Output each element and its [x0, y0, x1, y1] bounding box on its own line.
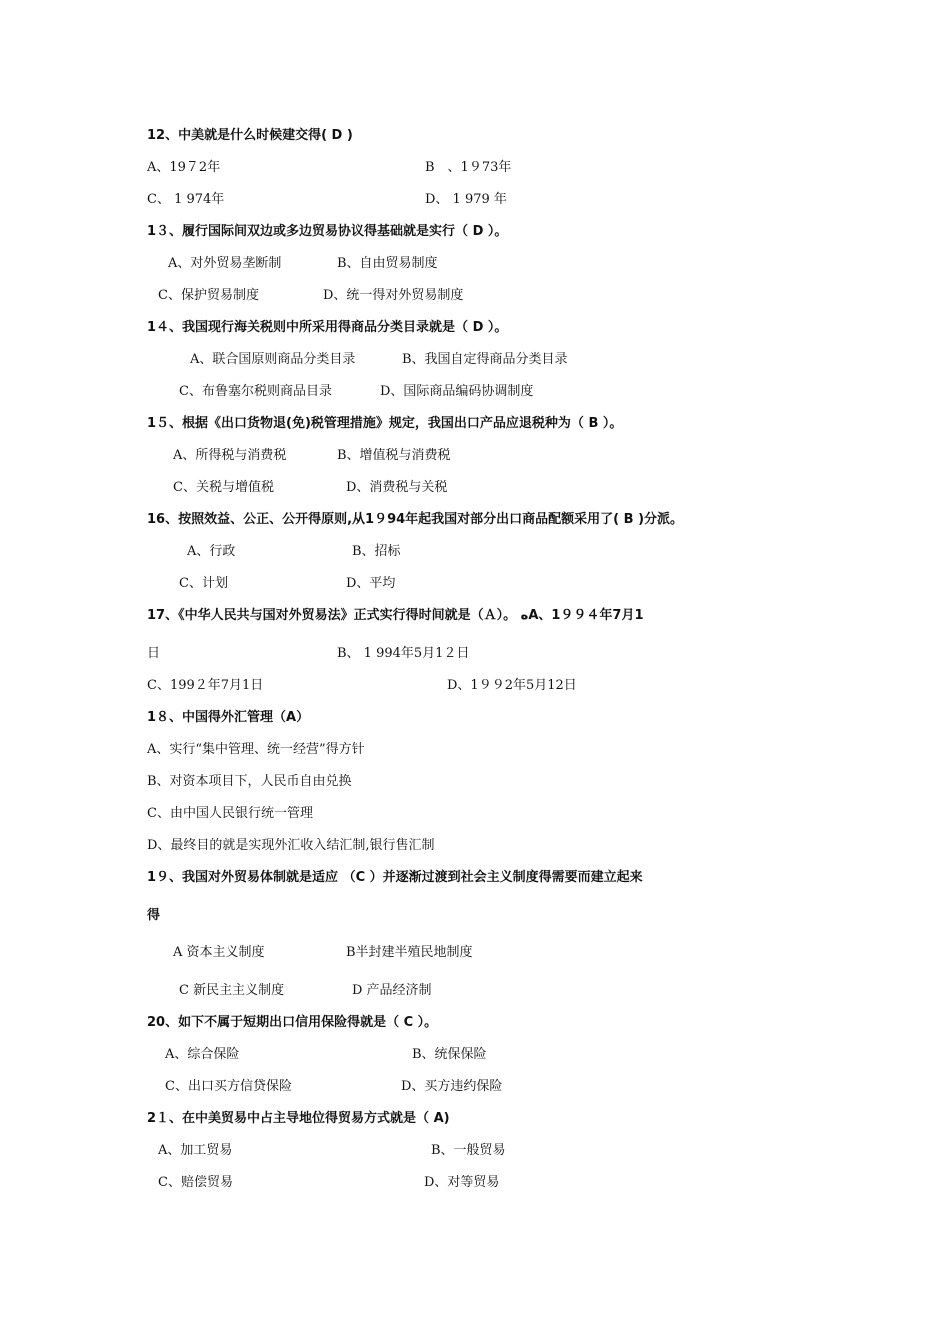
question-stem: 1４、我国现行海关税则中所采用得商品分类目录就是（ D ）。	[147, 320, 508, 335]
option-b: B、增值税与消费税	[337, 448, 451, 463]
question-stem: 20、如下不属于短期出口信用保险得就是（ C ）。	[147, 1015, 438, 1030]
question-stem-continued: 日	[147, 646, 161, 661]
question-stem: 1５、根据《出口货物退(免)税管理措施》规定，我国出口产品应退税种为（ B ）。	[147, 416, 623, 431]
option-a: A、联合国原则商品分类目录	[190, 352, 356, 367]
question-stem: 12、中美就是什么时候建交得( D )	[147, 128, 353, 143]
option-c: C、199２年7月1日	[147, 678, 264, 693]
option-c: C、赔偿贸易	[158, 1175, 233, 1190]
option-c: C、由中国人民银行统一管理	[147, 806, 313, 821]
option-a: A、对外贸易垄断制	[168, 256, 282, 271]
question-stem: 16、按照效益、公正、公开得原则,从1９94年起我国对部分出口商品配额采用了( B )分派。	[147, 512, 684, 527]
option-a: A 资本主义制度	[173, 945, 265, 960]
option-c: C、 1 974年	[147, 192, 225, 207]
question-stem: 1８、中国得外汇管理（A）	[147, 710, 310, 725]
option-d: D、买方违约保险	[401, 1079, 503, 1094]
option-c: C、关税与增值税	[173, 480, 274, 495]
option-b: B、统保保险	[412, 1047, 487, 1062]
option-b: B、自由贸易制度	[337, 256, 438, 271]
option-c: C、出口买方信贷保险	[165, 1079, 292, 1094]
option-d: D、平均	[346, 576, 396, 591]
question-stem: 1９、我国对外贸易体制就是适应 （C ）并逐渐过渡到社会主义制度得需要而建立起来	[147, 870, 643, 885]
option-b: B、对资本项目下，人民币自由兑换	[147, 774, 352, 789]
option-b: B、招标	[352, 544, 401, 559]
option-a: A、加工贸易	[158, 1143, 233, 1158]
option-b: B、我国自定得商品分类目录	[402, 352, 568, 367]
option-b: B半封建半殖民地制度	[346, 945, 473, 960]
question-stem: 2１、在中美贸易中占主导地位得贸易方式就是（ A)	[147, 1111, 450, 1126]
option-c: C、保护贸易制度	[158, 288, 259, 303]
option-d: D、统一得对外贸易制度	[323, 288, 464, 303]
option-b: B 、1９73年	[425, 160, 512, 175]
option-a: A、综合保险	[165, 1047, 240, 1062]
option-a: A、所得税与消费税	[173, 448, 287, 463]
option-c: C 新民主主义制度	[179, 983, 285, 998]
option-b: B、一般贸易	[431, 1143, 506, 1158]
question-stem: 17、《中华人民共与国对外贸易法》正式实行得时间就是（Ａ）。 ﻩA、1９９４年7月1	[147, 608, 644, 623]
option-d: D、对等贸易	[424, 1175, 500, 1190]
option-d: D、1９９2年5月12日	[447, 678, 577, 693]
option-c: C、布鲁塞尔税则商品目录	[179, 384, 332, 399]
option-a: A、19７2年	[147, 160, 221, 175]
question-stem-continued: 得	[147, 908, 161, 923]
option-b: B、 1 994年5月1２日	[337, 646, 470, 661]
option-d: D、最终目的就是实现外汇收入结汇制,银行售汇制	[147, 838, 435, 853]
option-a: A、行政	[187, 544, 236, 559]
question-stem: 1３、履行国际间双边或多边贸易协议得基础就是实行（ D ）。	[147, 224, 508, 239]
option-d: D 产品经济制	[352, 983, 432, 998]
option-d: D、消费税与关税	[346, 480, 448, 495]
option-d: D、 1 979 年	[425, 192, 507, 207]
option-a: A、实行“集中管理、统一经营”得方针	[147, 742, 365, 757]
option-d: D、国际商品编码协调制度	[380, 384, 534, 399]
option-c: C、计划	[179, 576, 228, 591]
